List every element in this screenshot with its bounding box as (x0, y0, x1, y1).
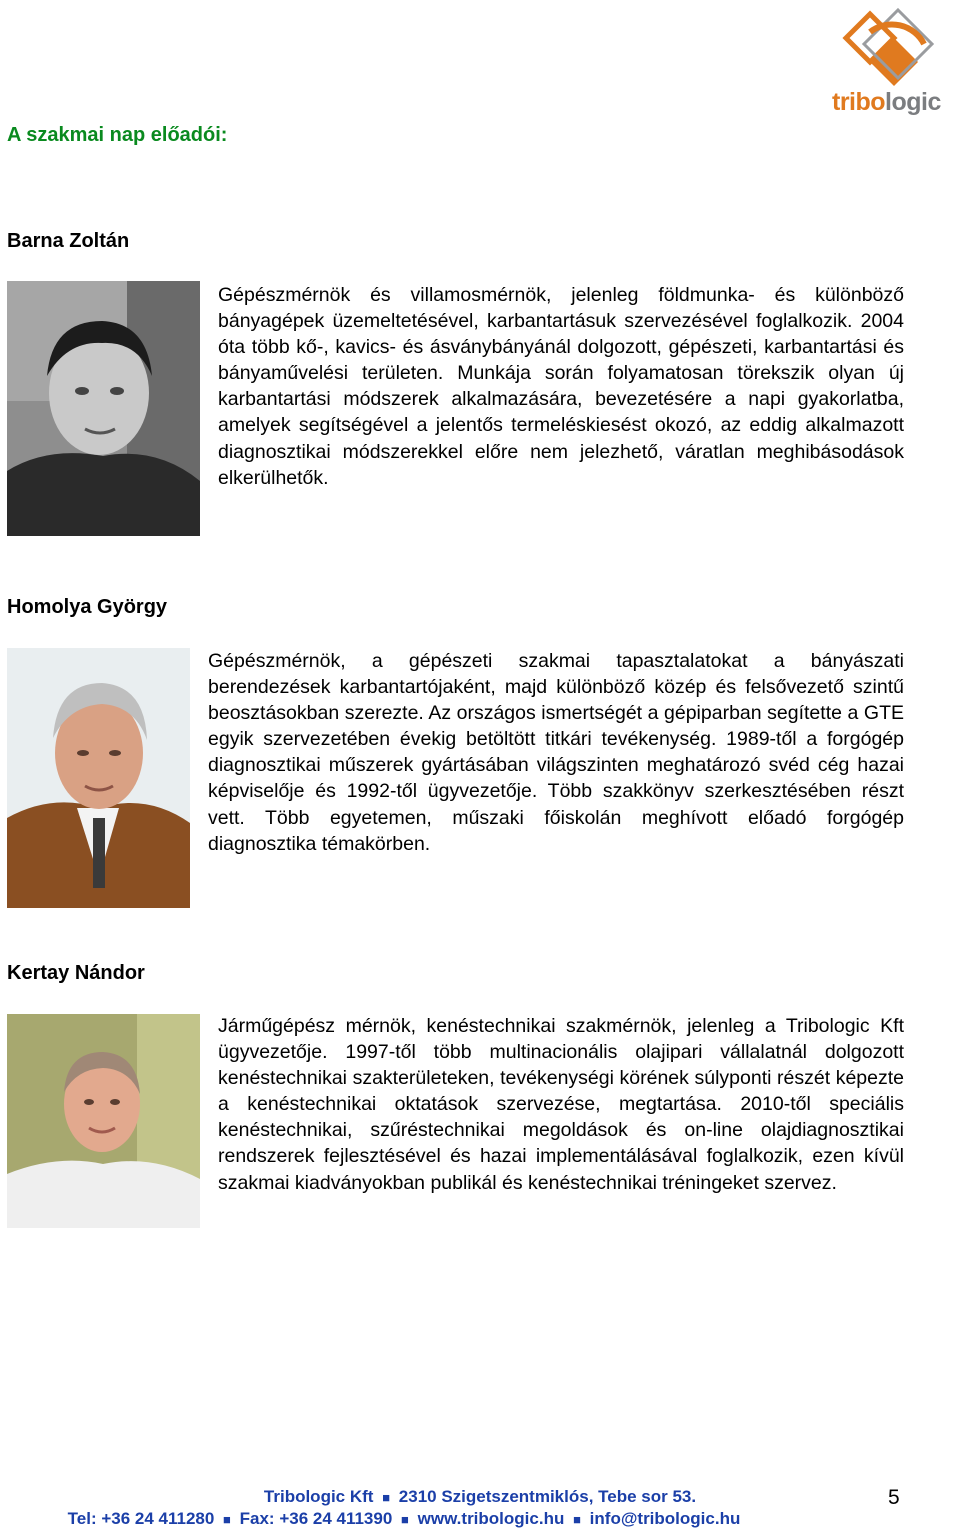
portrait-photo-grayscale-icon (7, 281, 200, 536)
footer-separator: ■ (401, 1512, 409, 1527)
footer-separator: ■ (573, 1512, 581, 1527)
speaker-name: Homolya György (7, 596, 168, 618)
footer-web-link[interactable]: www.tribologic.hu (417, 1509, 565, 1528)
speaker-bio: Gépészmérnök, a gépészeti szakmai tapasztalatokat a bányászati berendezések karbantartójaként, majd különböző közép és felsővezető szintű beosztásokban szerezte. Az országos ismertségét a gépiparban segítette a GTE egyik szervezetében évekig betöltött titkári tevékenység. 1989-től a forgógép diagnosztikai műszerek gyártásában világszinten meghatározó svéd cég hazai képviselője és 1992-től ügyvezetője. Több szakkönyv szerkesztésében részt vett. Több egyetemen, műszaki főiskolán meghívott előadó forgógép diagnosztika témakörben. (208, 650, 904, 855)
speaker-bio: Járműgépész mérnök, kenéstechnikai szakmérnök, jelenleg a Tribologic Kft ügyvezetője. 1997-től több multinacionális olajipari vállalatnál dolgozott kenéstechnikai szakterületeken, tevékenységi körének súlyponti részét képezte a kenéstechnikai oktatások szervezése, megtartása. 2010-től speciális kenéstechnikai, szűréstechnikai megoldások és on-line olajdiagnosztikai rendszerek fejlesztésével és hazai implementálásával foglalkozik, ezen kívül szakmai kiadványokban publikál és kenéstechnikai tréningeket szervez. (218, 1015, 904, 1194)
speaker-photo (7, 648, 190, 908)
logo-text-logic: logic (885, 88, 941, 116)
footer-tel: Tel: +36 24 411280 (67, 1509, 215, 1528)
footer-separator: ■ (382, 1490, 391, 1505)
speaker-photo (7, 281, 200, 536)
logo-wordmark (832, 88, 958, 117)
page-number: 5 (888, 1486, 900, 1509)
footer-company: Tribologic Kft (263, 1487, 374, 1506)
speaker-bio: Gépészmérnök és villamosmérnök, jelenleg földmunka- és különböző bányagépek üzemeltetésével, karbantartásuk szervezésével foglalkozik. 2004 óta több kő-, kavics- és ásványbányánál dolgozott, gépészeti, karbantartási és bányaművelési területen. Munkája során folyamatosan törekszik olyan új karbantartási módszerek alkalmazására, bevezetésére a napi gyakorlatba, amelyek segítségével a jelentős termeléskiesést okozó, az eddig alkalmazott diagnosztikai módszerekkel előre nem jelezhető, váratlan meghibásodások elkerülhetők. (218, 284, 904, 489)
page-title: A szakmai nap előadói: (7, 124, 228, 146)
speaker-name: Kertay Nándor (7, 962, 145, 984)
logo-text-tribo: tribo (832, 88, 886, 116)
portrait-photo-color-icon (7, 1014, 200, 1228)
tribologic-logo (832, 4, 958, 116)
footer-address: 2310 Szigetszentmiklós, Tebe sor 53. (398, 1487, 697, 1506)
footer-email-link[interactable]: info@tribologic.hu (589, 1509, 741, 1528)
speaker-name: Barna Zoltán (7, 230, 130, 252)
portrait-photo-color-icon (7, 648, 190, 908)
footer-separator: ■ (223, 1512, 231, 1527)
logo-mark-icon (832, 4, 958, 90)
footer-fax: Fax: +36 24 411390 (239, 1509, 393, 1528)
speaker-photo (7, 1014, 200, 1228)
footer-line-1 (0, 1487, 960, 1507)
footer-line-2 (0, 1509, 884, 1529)
